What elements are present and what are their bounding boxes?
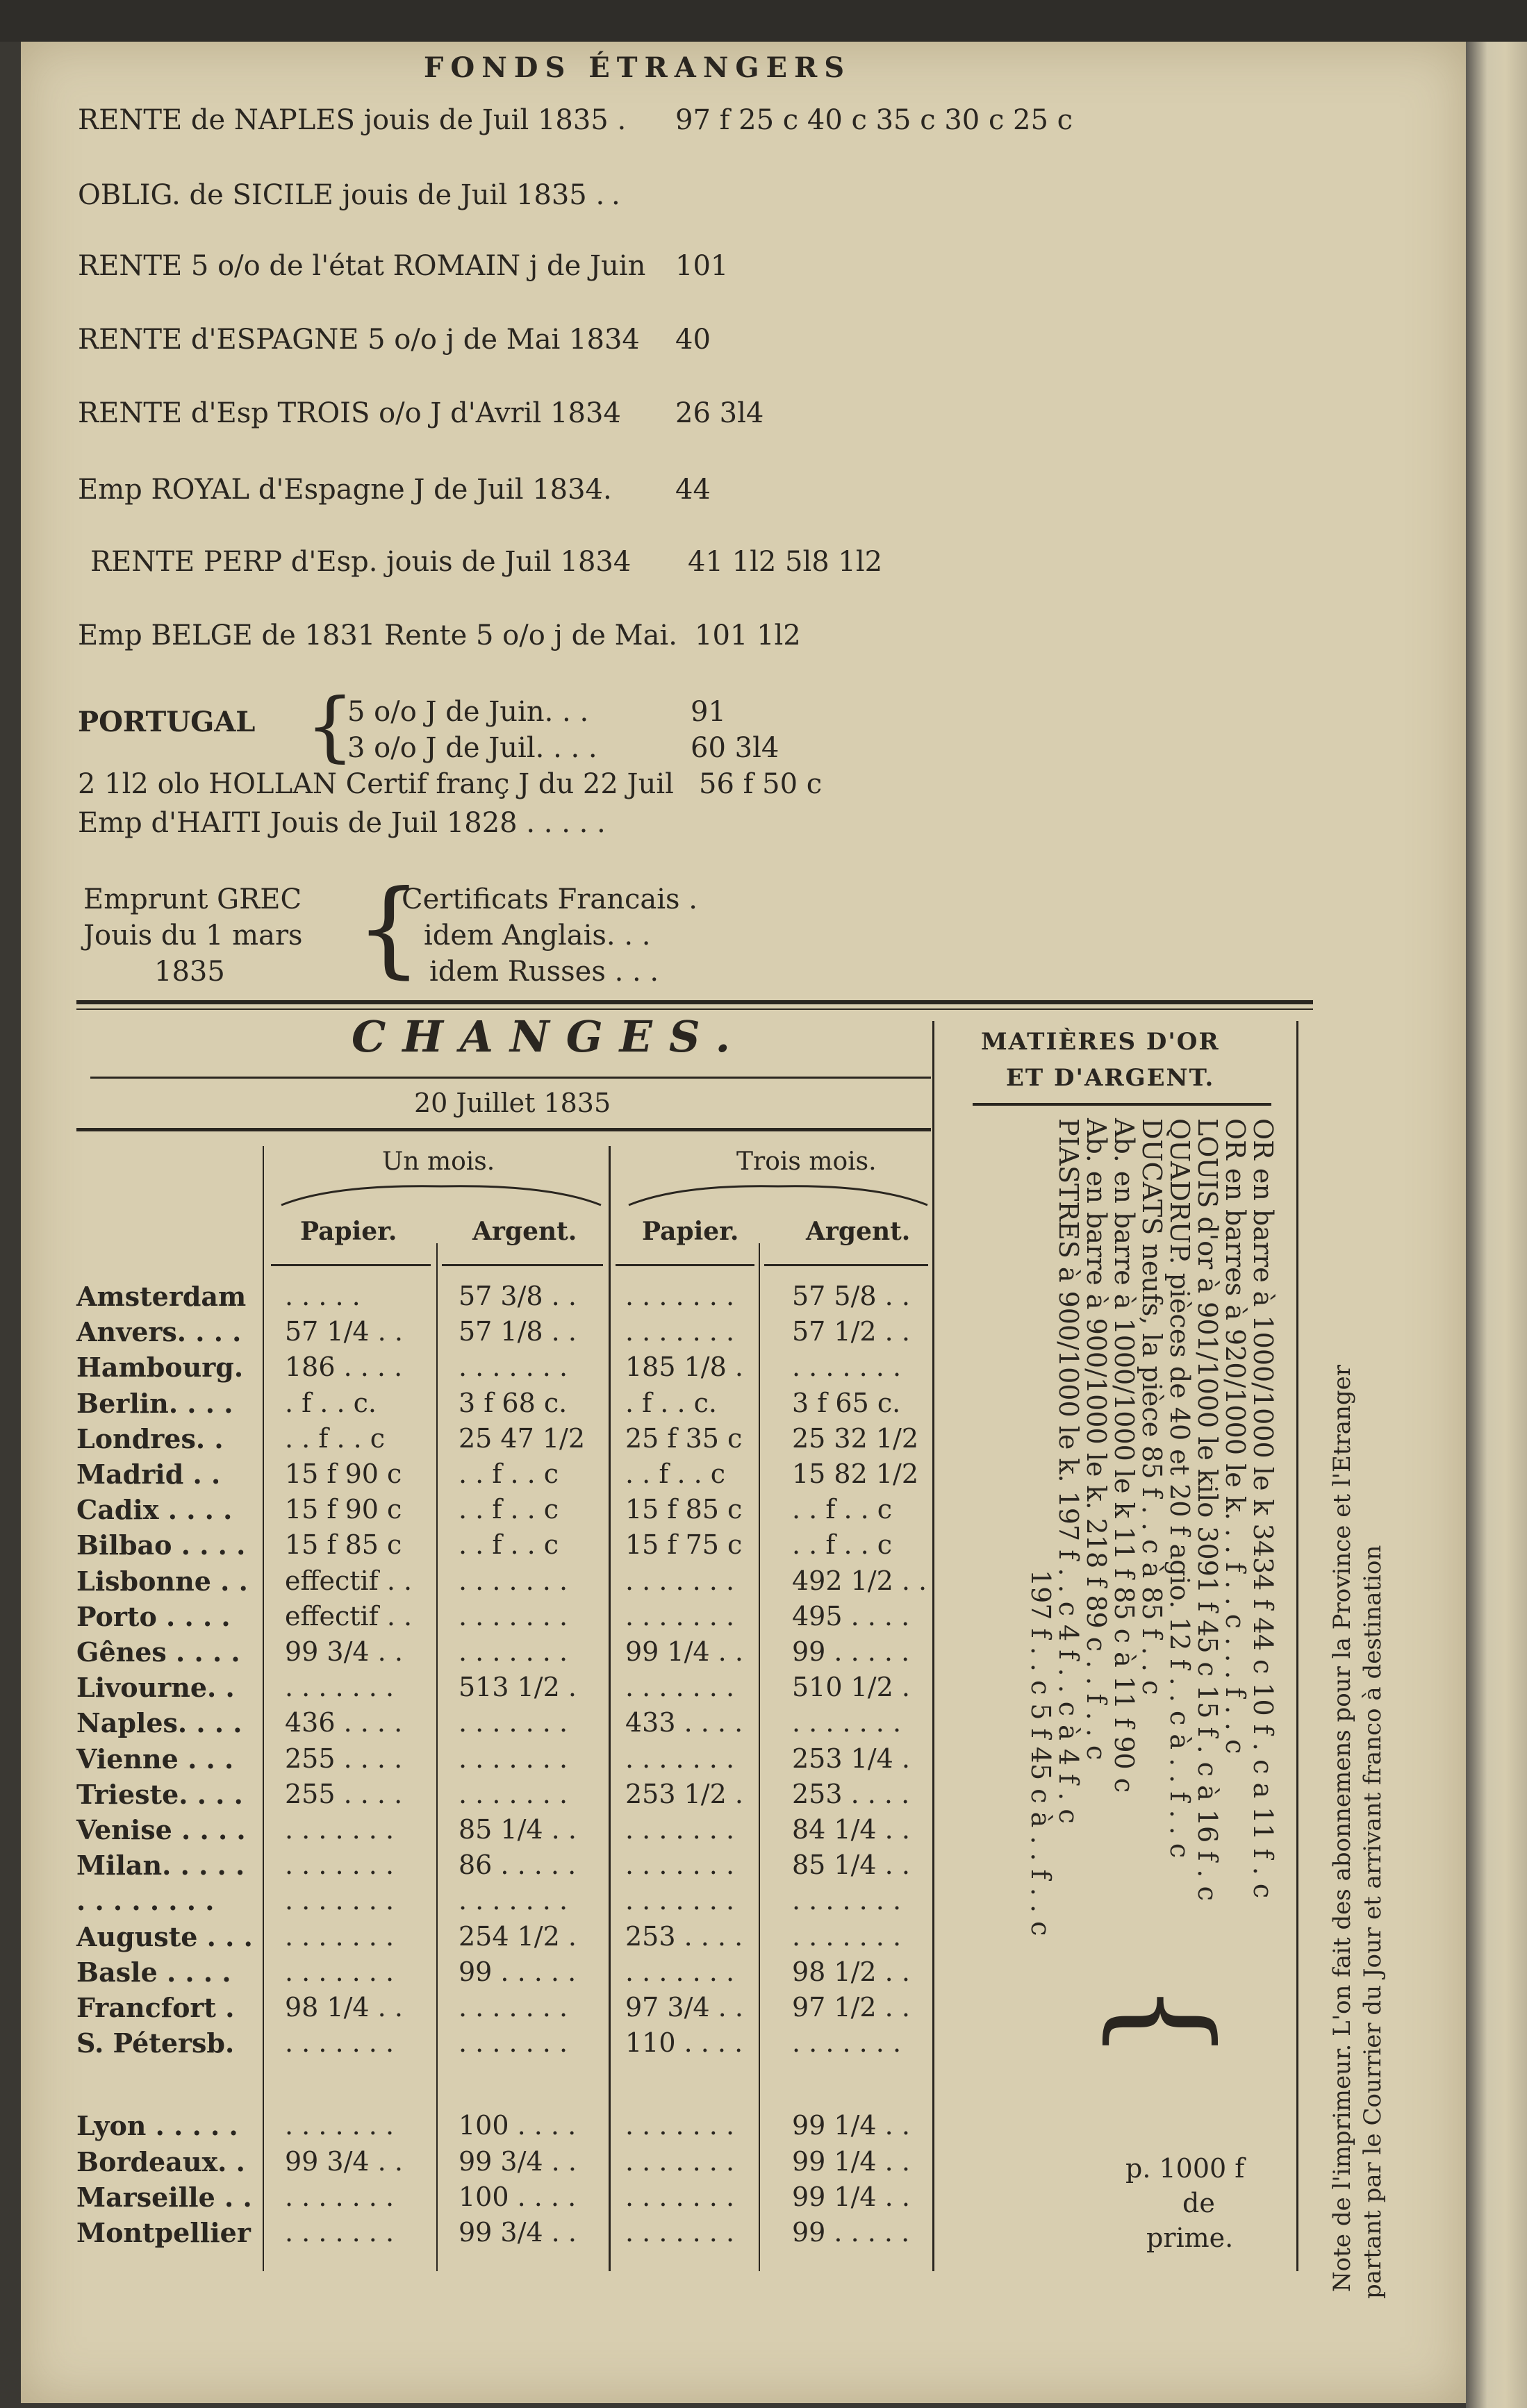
swash-ornament (278, 1181, 604, 1209)
rule (90, 1077, 931, 1079)
rate-cell: . . . . . . . (625, 1885, 735, 1916)
rate-cell: . . . . . . . (459, 1636, 568, 1667)
rate-cell: . . . . . . . (285, 2182, 395, 2212)
column-rule (759, 1243, 760, 2271)
city-name: Berlin. . . . (76, 1388, 233, 1419)
rate-cell: 84 1/4 . . (792, 1814, 910, 1845)
rate-cell: . . . . . . . (459, 1743, 568, 1774)
rate-cell: 85 1/4 . . (459, 1814, 577, 1845)
city-name: Londres. . (76, 1423, 224, 1454)
rate-cell: 253 . . . . (792, 1779, 910, 1809)
col-argent: Argent. (806, 1217, 911, 1246)
rate-cell: . . . . . . . (792, 1707, 902, 1738)
city-name: Amsterdam (76, 1281, 247, 1312)
rate-cell: 495 . . . . (792, 1601, 910, 1631)
portugal-line-label: 5 o/o J de Juin. . . (347, 696, 589, 728)
rate-cell: 110 . . . . (625, 2027, 743, 2058)
city-name: Vienne . . . (76, 1743, 234, 1775)
rate-cell: . . . . . . . (625, 1316, 735, 1347)
rente-label: RENTE PERP d'Esp. jouis de Juil 1834 (90, 546, 632, 578)
rate-cell: . . f . . c (285, 1423, 386, 1454)
rate-cell: 100 . . . . (459, 2182, 577, 2212)
city-name: Montpellier (76, 2217, 251, 2248)
rente-value: 26 3l4 (675, 397, 764, 429)
rate-cell: . . . . . . . (625, 1814, 735, 1845)
column-rule (932, 1021, 934, 2271)
matiere-line: OR en barre à 1000/1000 le k 3434 f 44 c 10 f . c a 11 f . c (1248, 1118, 1278, 1899)
rate-cell: 185 1/8 . (625, 1352, 743, 1382)
rate-cell: 15 f 85 c (285, 1529, 402, 1560)
rate-cell: . . f . . c (459, 1529, 559, 1560)
section-rule (76, 1000, 1313, 1004)
changes-date: 20 Juillet 1835 (414, 1088, 611, 1118)
margin-note: partant par le Courrier du Jour et arrivant franco à destination (1359, 1545, 1387, 2299)
rente-value: 40 (675, 324, 711, 356)
rate-cell: . . f . . c (459, 1459, 559, 1489)
city-name: Francfort . (76, 1992, 235, 2023)
rate-cell: . . . . . . . (285, 1850, 395, 1880)
rente-label: RENTE de NAPLES jouis de Juil 1835 . (78, 104, 627, 136)
scan-top-edge (0, 0, 1527, 42)
rate-cell: 25 f 35 c (625, 1423, 743, 1454)
rate-cell: . . . . . . . (792, 2027, 902, 2058)
rate-cell: 99 3/4 . . (459, 2146, 577, 2177)
rente-value: 101 1l2 (695, 620, 801, 651)
rate-cell: 85 1/4 . . (792, 1850, 910, 1880)
rate-cell: . . . . . . . (285, 1672, 395, 1702)
col-argent: Argent. (472, 1217, 577, 1246)
brace-icon: { (306, 681, 354, 770)
rate-cell: . . . . . . . (459, 1707, 568, 1738)
rate-cell: 253 1/4 . (792, 1743, 910, 1774)
rente-label: Emp BELGE de 1831 Rente 5 o/o j de Mai. (78, 620, 677, 651)
rate-cell: effectif . . (285, 1601, 413, 1631)
grec-right-line: Certificats Francais . (402, 883, 698, 915)
matiere-line: PIASTRES à 900/1000 le k. 197 f . . c 4 f . . c à 4 f . c (1053, 1118, 1084, 1824)
rate-cell: . . . . . . . (625, 1281, 735, 1311)
matiere-line: DUCATS neufs, la pièce 85 f . . c à 85 f . . c (1137, 1118, 1167, 1695)
rate-cell: . . . . . . . (285, 2027, 395, 2058)
portugal-line-label: 3 o/o J de Juil. . . . (347, 732, 597, 764)
city-name: Naples. . . . (76, 1707, 242, 1738)
rate-cell: . . . . . . . (625, 1672, 735, 1702)
rate-cell: 186 . . . . (285, 1352, 403, 1382)
matiere-line: 197 f . . c 5 f 45 c à . . f . . c (1025, 1570, 1056, 1936)
rate-cell: . . . . . . . (625, 2110, 735, 2141)
rate-cell: 99 3/4 . . (285, 1636, 403, 1667)
rate-cell: 57 1/2 . . (792, 1316, 910, 1347)
rate-cell: . . f . . c (459, 1494, 559, 1525)
rate-cell: . . . . . . . (625, 2217, 735, 2248)
city-name: Bilbao . . . . (76, 1529, 246, 1561)
city-name: . . . . . . . . (76, 1885, 215, 1916)
rate-cell: 3 f 65 c. (792, 1388, 901, 1418)
rate-cell: . . . . . . . (792, 1352, 902, 1382)
swash-ornament (625, 1181, 931, 1209)
hollan-value: 56 f 50 c (699, 768, 823, 800)
city-name: Livourne. . (76, 1672, 235, 1703)
rente-label: OBLIG. de SICILE jouis de Juil 1835 . (78, 179, 605, 211)
rule (973, 1103, 1271, 1106)
brace-icon: { (1093, 1981, 1239, 2061)
rate-cell: 99 3/4 . . (459, 2217, 577, 2248)
rente-value: 41 1l2 5l8 1l2 (688, 546, 883, 578)
rate-cell: . . . . . . . (625, 1957, 735, 1987)
grec-left-line: 1835 (154, 956, 225, 988)
rule (271, 1264, 431, 1266)
rate-cell: 98 1/2 . . (792, 1957, 910, 1987)
matiere-line: Ab. en barre à 900/1000 le k. 218 f 89 c . . f . . c (1081, 1118, 1112, 1761)
rate-cell: . . . . . . . (792, 1921, 902, 1952)
rate-cell: . . . . . . . (459, 1779, 568, 1809)
group-trois-mois: Trois mois. (736, 1147, 877, 1176)
portugal-label: PORTUGAL (78, 706, 256, 738)
rate-cell: 57 3/8 . . (459, 1281, 577, 1311)
rente-label: Emp ROYAL d'Espagne J de Juil 1834. (78, 474, 612, 506)
city-name: Auguste . . . (76, 1921, 253, 1952)
rate-cell: . . . . . . . (285, 1957, 395, 1987)
rente-value: 97 f 25 c 40 c 35 c 30 c 25 c (675, 104, 1073, 136)
rate-cell: effectif . . (285, 1566, 413, 1596)
grec-left-line: Jouis du 1 mars (83, 920, 303, 952)
city-name: Gênes . . . . (76, 1636, 240, 1668)
rate-cell: 510 1/2 . (792, 1672, 910, 1702)
column-rule (436, 1243, 438, 2271)
city-name: Lisbonne . . (76, 1566, 248, 1597)
rate-cell: 15 f 85 c (625, 1494, 743, 1525)
city-name: Porto . . . . (76, 1601, 231, 1632)
section-rule (76, 1008, 1313, 1010)
prime-text: p. 1000 f (1125, 2153, 1245, 2184)
rate-cell: . . f . . c (625, 1459, 726, 1489)
rente-label: RENTE d'Esp TROIS o/o J d'Avril 1834 (78, 397, 621, 429)
rate-cell: 100 . . . . (459, 2110, 577, 2141)
rate-cell: . . . . . . . (625, 2146, 735, 2177)
rate-cell: 57 1/4 . . (285, 1316, 403, 1347)
rate-cell: . . . . . . . (625, 1850, 735, 1880)
rate-cell: 99 1/4 . . (792, 2110, 910, 2141)
rate-cell: . . f . . c (792, 1494, 893, 1525)
hollan-label: 2 1l2 olo HOLLAN Certif franç J du 22 Juil (78, 768, 674, 800)
matieres-title: MATIÈRES D'OR (981, 1028, 1220, 1056)
rate-cell: . . . . . . . (285, 1814, 395, 1845)
rule (76, 1128, 931, 1131)
rate-cell: . . . . . . . (625, 1601, 735, 1631)
city-name: Trieste. . . . (76, 1779, 243, 1810)
rate-cell: . . . . . . . (285, 1921, 395, 1952)
rate-cell: . . . . . . . (459, 1352, 568, 1382)
rente-value: . (611, 179, 620, 211)
rate-cell: . . . . . . . (459, 1566, 568, 1596)
rate-cell: 99 1/4 . . (625, 1636, 743, 1667)
column-rule (1296, 1021, 1298, 2271)
grec-right-line: idem Russes . . . (429, 956, 659, 988)
rate-cell: . . . . . . . (625, 1743, 735, 1774)
rate-cell: . . f . . c (792, 1529, 893, 1560)
rate-cell: . . . . . . . (625, 1566, 735, 1596)
col-papier: Papier. (300, 1217, 397, 1246)
rate-cell: 3 f 68 c. (459, 1388, 568, 1418)
rente-label: RENTE 5 o/o de l'état ROMAIN j de Juin (78, 250, 646, 282)
rate-cell: 15 82 1/2 (792, 1459, 919, 1489)
rule (616, 1264, 754, 1266)
city-name: Lyon . . . . . (76, 2110, 238, 2141)
rate-cell: 255 . . . . (285, 1779, 403, 1809)
rate-cell: 433 . . . . (625, 1707, 743, 1738)
city-name: Bordeaux. . (76, 2146, 245, 2177)
next-page-edge (1466, 42, 1527, 2408)
margin-note: Note de l'imprimeur. L'on fait des abonnemens pour la Province et l'Etranger (1328, 1364, 1356, 2292)
rate-cell: . . . . . (285, 1281, 361, 1311)
matiere-line: Ab. en barre à 1000/1000 le k 11 f 85 c à 11 f 90 c (1109, 1118, 1139, 1793)
prime-text: de (1182, 2188, 1215, 2218)
rule (764, 1264, 928, 1266)
rate-cell: . . . . . . . (459, 2027, 568, 2058)
rente-value: 101 (675, 250, 729, 282)
rate-cell: 15 f 90 c (285, 1494, 402, 1525)
rate-cell: 99 3/4 . . (285, 2146, 403, 2177)
city-name: Hambourg. (76, 1352, 244, 1383)
rate-cell: 492 1/2 . . (792, 1566, 927, 1596)
rate-cell: . f . . c. (625, 1388, 717, 1418)
rate-cell: 513 1/2 . (459, 1672, 577, 1702)
prime-text: prime. (1146, 2223, 1234, 2253)
col-papier: Papier. (642, 1217, 739, 1246)
column-rule (263, 1146, 264, 2271)
rate-cell: 99 1/4 . . (792, 2146, 910, 2177)
rente-label: RENTE d'ESPAGNE 5 o/o j de Mai 1834 (78, 324, 640, 356)
matiere-line: OR en barres à 920/1000 le k. . . f . . c . . . f . . c (1220, 1118, 1251, 1754)
fonds-title: FONDS ÉTRANGERS (424, 51, 852, 84)
rate-cell: . . . . . . . (459, 1992, 568, 2023)
matieres-title: ET D'ARGENT. (1006, 1064, 1215, 1092)
rate-cell: 99 1/4 . . (792, 2182, 910, 2212)
rente-value: 44 (675, 474, 711, 506)
column-rule (609, 1146, 611, 2271)
rate-cell: 25 32 1/2 (792, 1423, 919, 1454)
rate-cell: . . . . . . . (285, 2217, 395, 2248)
rate-cell: 15 f 75 c (625, 1529, 743, 1560)
rate-cell: 86 . . . . . (459, 1850, 577, 1880)
rate-cell: 25 47 1/2 (459, 1423, 586, 1454)
city-name: Anvers. . . . (76, 1316, 242, 1347)
city-name: Basle . . . . (76, 1957, 231, 1988)
rate-cell: . f . . c. (285, 1388, 377, 1418)
rate-cell: . . . . . . . (625, 2182, 735, 2212)
rate-cell: 99 . . . . . (792, 2217, 910, 2248)
city-name: Venise . . . . (76, 1814, 246, 1845)
rate-cell: 253 1/2 . (625, 1779, 743, 1809)
rate-cell: 255 . . . . (285, 1743, 403, 1774)
rate-cell: 57 1/8 . . (459, 1316, 577, 1347)
city-name: Milan. . . . . (76, 1850, 245, 1881)
rate-cell: 98 1/4 . . (285, 1992, 403, 2023)
rate-cell: . . . . . . . (459, 1601, 568, 1631)
matiere-line: QUADRUP. pièces de 40 et 20 f agio. 12 f . . c à . . f . . c (1164, 1118, 1195, 1859)
rate-cell: . . . . . . . (459, 1885, 568, 1916)
grec-right-line: idem Anglais. . . (424, 920, 651, 952)
changes-title: CHANGES. (352, 1011, 748, 1062)
rate-cell: 436 . . . . (285, 1707, 403, 1738)
rate-cell: . . . . . . . (285, 2110, 395, 2141)
portugal-line-value: 91 (691, 696, 726, 728)
city-name: S. Pétersb. (76, 2027, 235, 2059)
city-name: Marseille . . (76, 2182, 252, 2213)
rule (442, 1264, 603, 1266)
rate-cell: 253 . . . . (625, 1921, 743, 1952)
group-un-mois: Un mois. (382, 1147, 495, 1176)
rate-cell: 57 5/8 . . (792, 1281, 910, 1311)
rate-cell: . . . . . . . (792, 1885, 902, 1916)
rate-cell: 15 f 90 c (285, 1459, 402, 1489)
matiere-line: LOUIS d'or à 901/1000 le kilo 3091 f 45 c 15 f . c à 16 f . c (1192, 1118, 1223, 1901)
haiti-label: Emp d'HAITI Jouis de Juil 1828 . . . . . (78, 807, 606, 839)
city-name: Madrid . . (76, 1459, 221, 1490)
brace-icon: { (356, 868, 422, 989)
portugal-line-value: 60 3l4 (691, 732, 779, 764)
rate-cell: 99 . . . . . (459, 1957, 577, 1987)
rate-cell: . . . . . . . (285, 1885, 395, 1916)
grec-left-line: Emprunt GREC (83, 883, 302, 915)
rate-cell: 97 1/2 . . (792, 1992, 910, 2023)
rate-cell: 97 3/4 . . (625, 1992, 743, 2023)
rate-cell: 99 . . . . . (792, 1636, 910, 1667)
city-name: Cadix . . . . (76, 1494, 233, 1525)
rate-cell: 254 1/2 . (459, 1921, 577, 1952)
